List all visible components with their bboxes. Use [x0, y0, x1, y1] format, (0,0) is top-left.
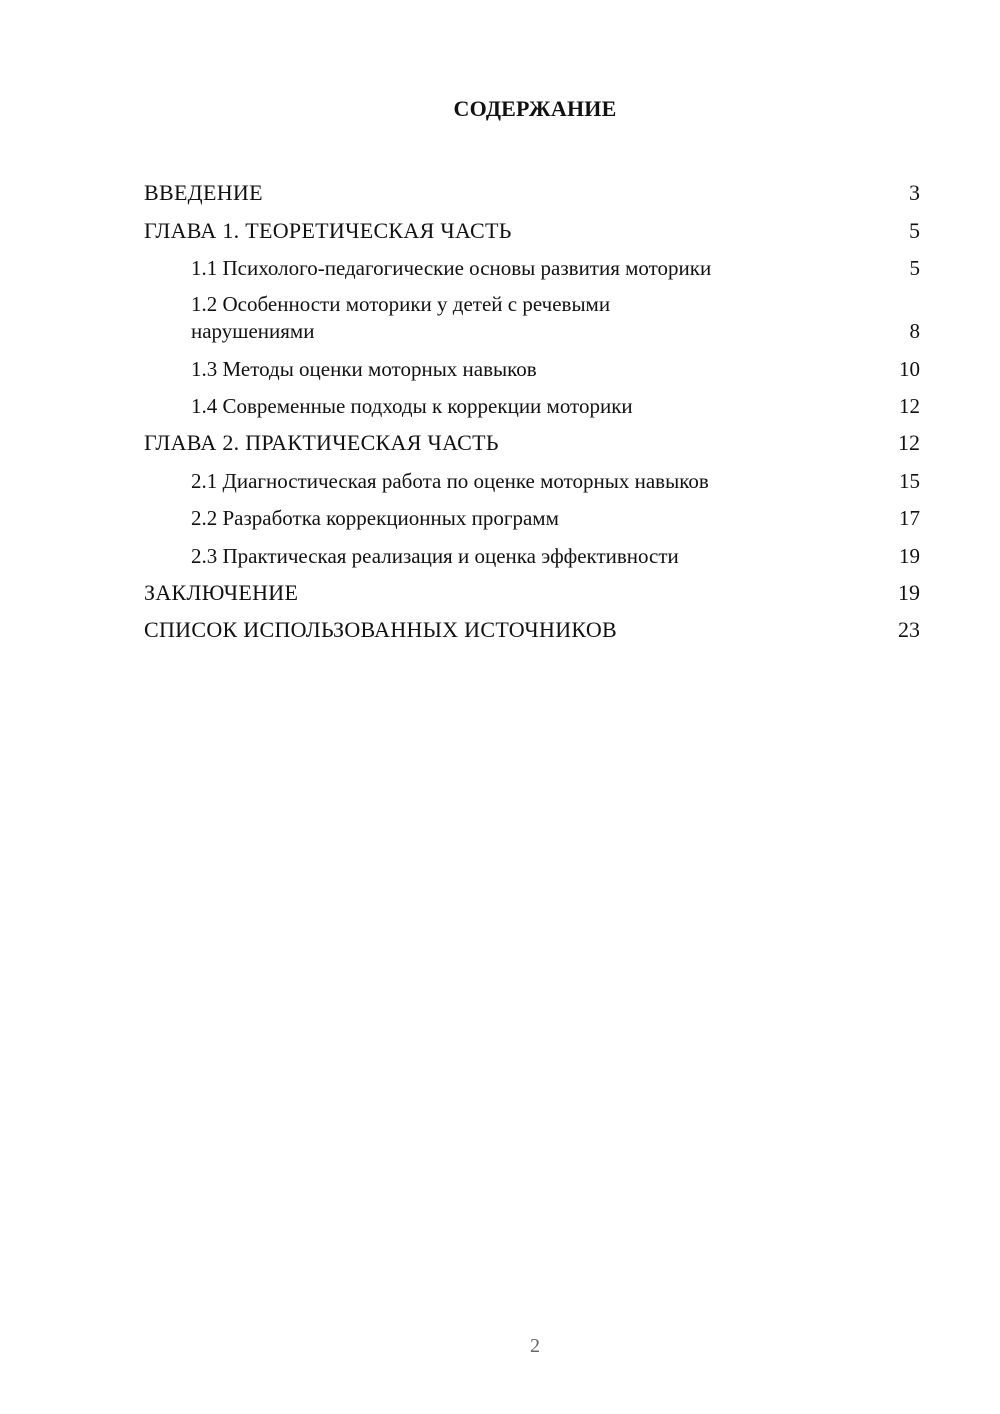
toc-entry-label: 2.1 Диагностическая работа по оценке моторных навыков	[191, 468, 709, 493]
toc-entry-section-2-2[interactable]	[144, 495, 920, 532]
toc-entry-label: 1.2 Особенности моторики у детей с речевыми нарушениями	[191, 292, 611, 344]
toc-entry-label: 2.3 Практическая реализация и оценка эффективности	[191, 543, 679, 568]
toc-entry-page: 8	[909, 319, 920, 344]
toc-entry-chapter-1[interactable]	[144, 207, 920, 244]
toc-entry-label: 1.3 Методы оценки моторных навыков	[191, 356, 537, 381]
toc-entry-section-1-3[interactable]	[144, 345, 920, 382]
page-number: 2	[530, 1335, 540, 1357]
toc-entry-label: 1.1 Психолого-педагогические основы развития моторики	[191, 256, 712, 281]
toc-entry-page: 19	[899, 543, 920, 568]
toc-entry-section-2-3[interactable]	[144, 532, 920, 569]
toc-entry-chapter-2[interactable]	[144, 420, 920, 457]
toc-entry-introduction[interactable]	[144, 170, 920, 207]
toc-entry-page: 17	[899, 506, 920, 531]
toc-entry-page: 19	[898, 579, 920, 605]
toc-entry-conclusion[interactable]	[144, 570, 920, 607]
toc-entry-page: 12	[898, 430, 920, 456]
toc-entry-label: 1.4 Современные подходы к коррекции моторики	[191, 393, 633, 418]
toc-entry-section-2-1[interactable]	[144, 457, 920, 494]
toc-entry-label: СПИСОК ИСПОЛЬЗОВАННЫХ ИСТОЧНИКОВ	[144, 617, 617, 643]
toc-entry-page: 10	[899, 356, 920, 381]
page-title: СОДЕРЖАНИЕ	[453, 96, 617, 121]
toc-entry-section-1-1[interactable]	[144, 245, 920, 282]
toc-entry-page: 15	[899, 468, 920, 493]
toc-entry-page: 3	[909, 180, 920, 206]
toc-entry-page: 5	[909, 217, 920, 243]
toc-entry-references[interactable]	[144, 607, 920, 644]
toc-entry-section-1-2[interactable]	[144, 282, 920, 345]
toc-entry-section-1-4[interactable]	[144, 383, 920, 420]
toc-entry-page: 5	[909, 256, 920, 281]
toc-entry-page: 12	[899, 393, 920, 418]
toc-entry-label: ЗАКЛЮЧЕНИЕ	[144, 579, 299, 605]
toc-entry-label: ГЛАВА 2. ПРАКТИЧЕСКАЯ ЧАСТЬ	[144, 430, 499, 456]
toc-entry-label: 2.2 Разработка коррекционных программ	[191, 506, 559, 531]
toc-entry-label: ГЛАВА 1. ТЕОРЕТИЧЕСКАЯ ЧАСТЬ	[144, 217, 512, 243]
toc-entry-label: ВВЕДЕНИЕ	[144, 180, 263, 206]
table-of-contents	[144, 170, 920, 644]
toc-entry-page: 23	[898, 617, 920, 643]
